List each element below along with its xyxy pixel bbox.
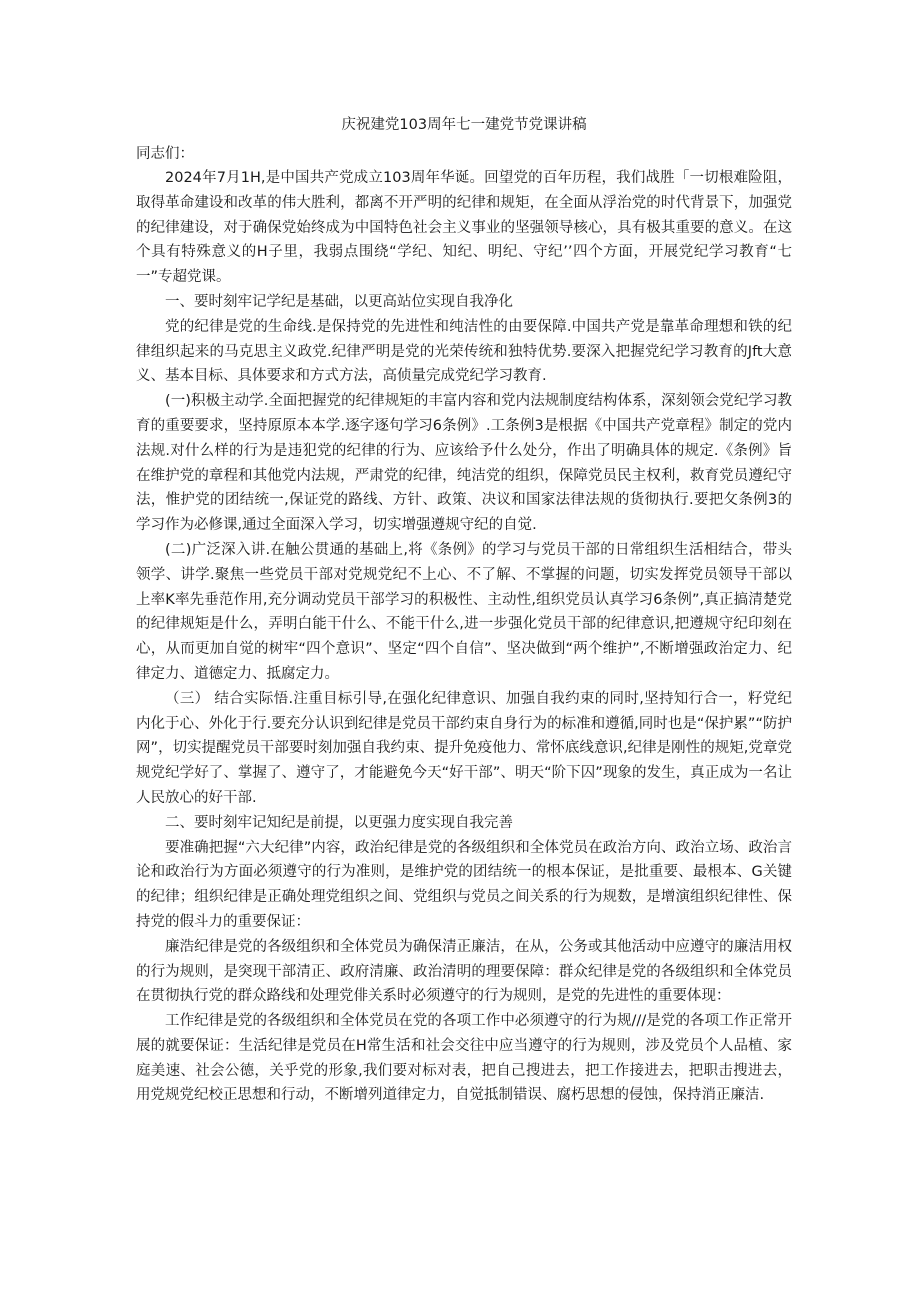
document-title: 庆祝建党103周年七一建党节党课讲稿 (341, 117, 587, 133)
paragraph-item-2: (二)广泛深入讲.在触公贯通的基础上,将《条例》的学习与党员干部的日常组织生活相结合，带头领学、讲学.聚焦一些党员干部对党规党纪不上心、不了解、不掌握的问题，切实发挥党员领导干部以上率K率先垂范作用,充分调动党员干部学习的积极性、主动性,组织党员认真学习6条例”,真正搞清楚党的纪律规矩是什么，弄明白能干什么、不能干什么,进一步强化党员干部的纪律意识,把遵规守纪印刻在心，从而更加自觉的树牢“四个意识”、坚定“四个自信”、坚决做到“两个维护”,不断增强政治定力、纪律定力、道德定力、抵腐定力。 (136, 541, 792, 682)
paragraph-intro: 2024年7月1H,是中国共产党成立103周年华诞。回望党的百年历程，我们战胜「一切根难险阻，取得革命建设和改革的伟大胜利，都离不开严明的纪律和规矩，在全面从浮治党的时代背景下，加强党的纪律建设，对于确保党始终成为中国特色社会主义事业的坚强领导核心，具有极其重要的意义。在这个具有特殊意义的H子里，我弱点围绕“学纪、知纪、明纪、守纪’’四个方面，开展党纪学习教育“七一”专超党课。 (136, 170, 792, 286)
document-body (136, 112, 792, 1108)
section-heading-2: 二、要时刻牢记知纪是前提，以更强力度实现自我完善 (165, 814, 513, 831)
paragraph-item-1: (一)积极主动学.全面把握党的纪律规矩的丰富内容和党内法规制度结构体系，深刻领会党纪学习教育的重要要求，坚持原原本本学.逐字逐句学习6条例》.工条例3是根据《中国共产党章程》制定的党内法规.对什么样的行为是违犯党的纪律的行为、应该给予什么处分，作出了明确具体的规定.《条例》旨在维护党的章程和其他党内法规，严肃党的纪律，纯洁党的组织，保障党员民主权利，救育党员遵纪守法，惟护党的团结统一,保证党的路线、方针、政策、决议和国家法律法规的货彻执行.要把攵条例3的学习作为必修课,通过全面深入学习，切实增强遵规守纪的自觉. (136, 393, 792, 534)
paragraph-work-discipline: 工作纪律是党的各级组织和全体党员在党的各项工作中必须遵守的行为规///是党的各项工作正常开展的就要保证：生活纪律是党员在H常生活和社会交往中应当遵守的行为规则，涉及党员个人品植、家庭美速、社会公德，关乎党的形象,我们要对标对表，把自己搜进去，把工作接进去，把职击搜进去，用党规党纪校正思想和行动，不断增列道律定力，自觉抵制错误、腐朽思想的侵蚀，保持消正廉洁. (136, 1013, 792, 1104)
paragraph-integrity-discipline: 廉浩纪律是党的各级组织和全体党员为确保清正廉洁，在从，公务或其他活动中应遵守的廉洁用权的行为规则，是突现干部清正、政府清廉、政治清明的理要保障：群众纪律是党的各级组织和全体党员在贯彻执行党的群众路线和处理党俳关系时必须遵守的行为规则，是党的先进性的重要体现： (136, 938, 792, 1005)
paragraph-six-disciplines: 要准确把握“六大纪律”内容，政治纪律是党的各级组织和全体党员在政治方向、政治立场、政治言论和政治行为方面必须遵守的行为准则，是维护党的团结统一的根本保证，是批重要、最根本、G关键的纪律；组织纪律是正确处理党组织之间、党组织与党员之间关系的行为规数，是增演组织纪律性、保持党的假斗力的重要保证： (136, 839, 792, 930)
paragraph-item-3: （三） 结合实际悟.注重目标引导,在强化纪律意识、加强自我约束的同时,坚持知行合一，籽党纪内化于心、外化于行.要充分认识到纪律是党员干部约束自身行为的标准和遵循,同时也是“保护累”“防护网”，切实提醒党员干部要时刻加强自我约束、提升免疫他力、常怀底线意识,纪律是刚性的规矩,党章党规党纪学好了、掌握了、遵守了，才能避免今天“好干部”、明天“阶下囚”现象的发生，真正成为一名让人民放心的好干部. (136, 690, 792, 806)
paragraph-section-1-body: 党的纪律是党的生命线.是保持党的先进性和纯洁性的由要保障.中国共产党是靠革命理想和铁的纪律组织起来的马克思主义政党.纪律严明是党的光荣传统和独特优势.要深入把握党纪学习教育的Jft大意义、基本目标、具体要求和方式方法，高侦量完成党纪学习教育. (136, 318, 792, 385)
salutation: 同志们： (136, 146, 194, 162)
section-heading-1: 一、要时刻牢记学纪是基础，以更高站位实现自我净化 (165, 293, 513, 310)
